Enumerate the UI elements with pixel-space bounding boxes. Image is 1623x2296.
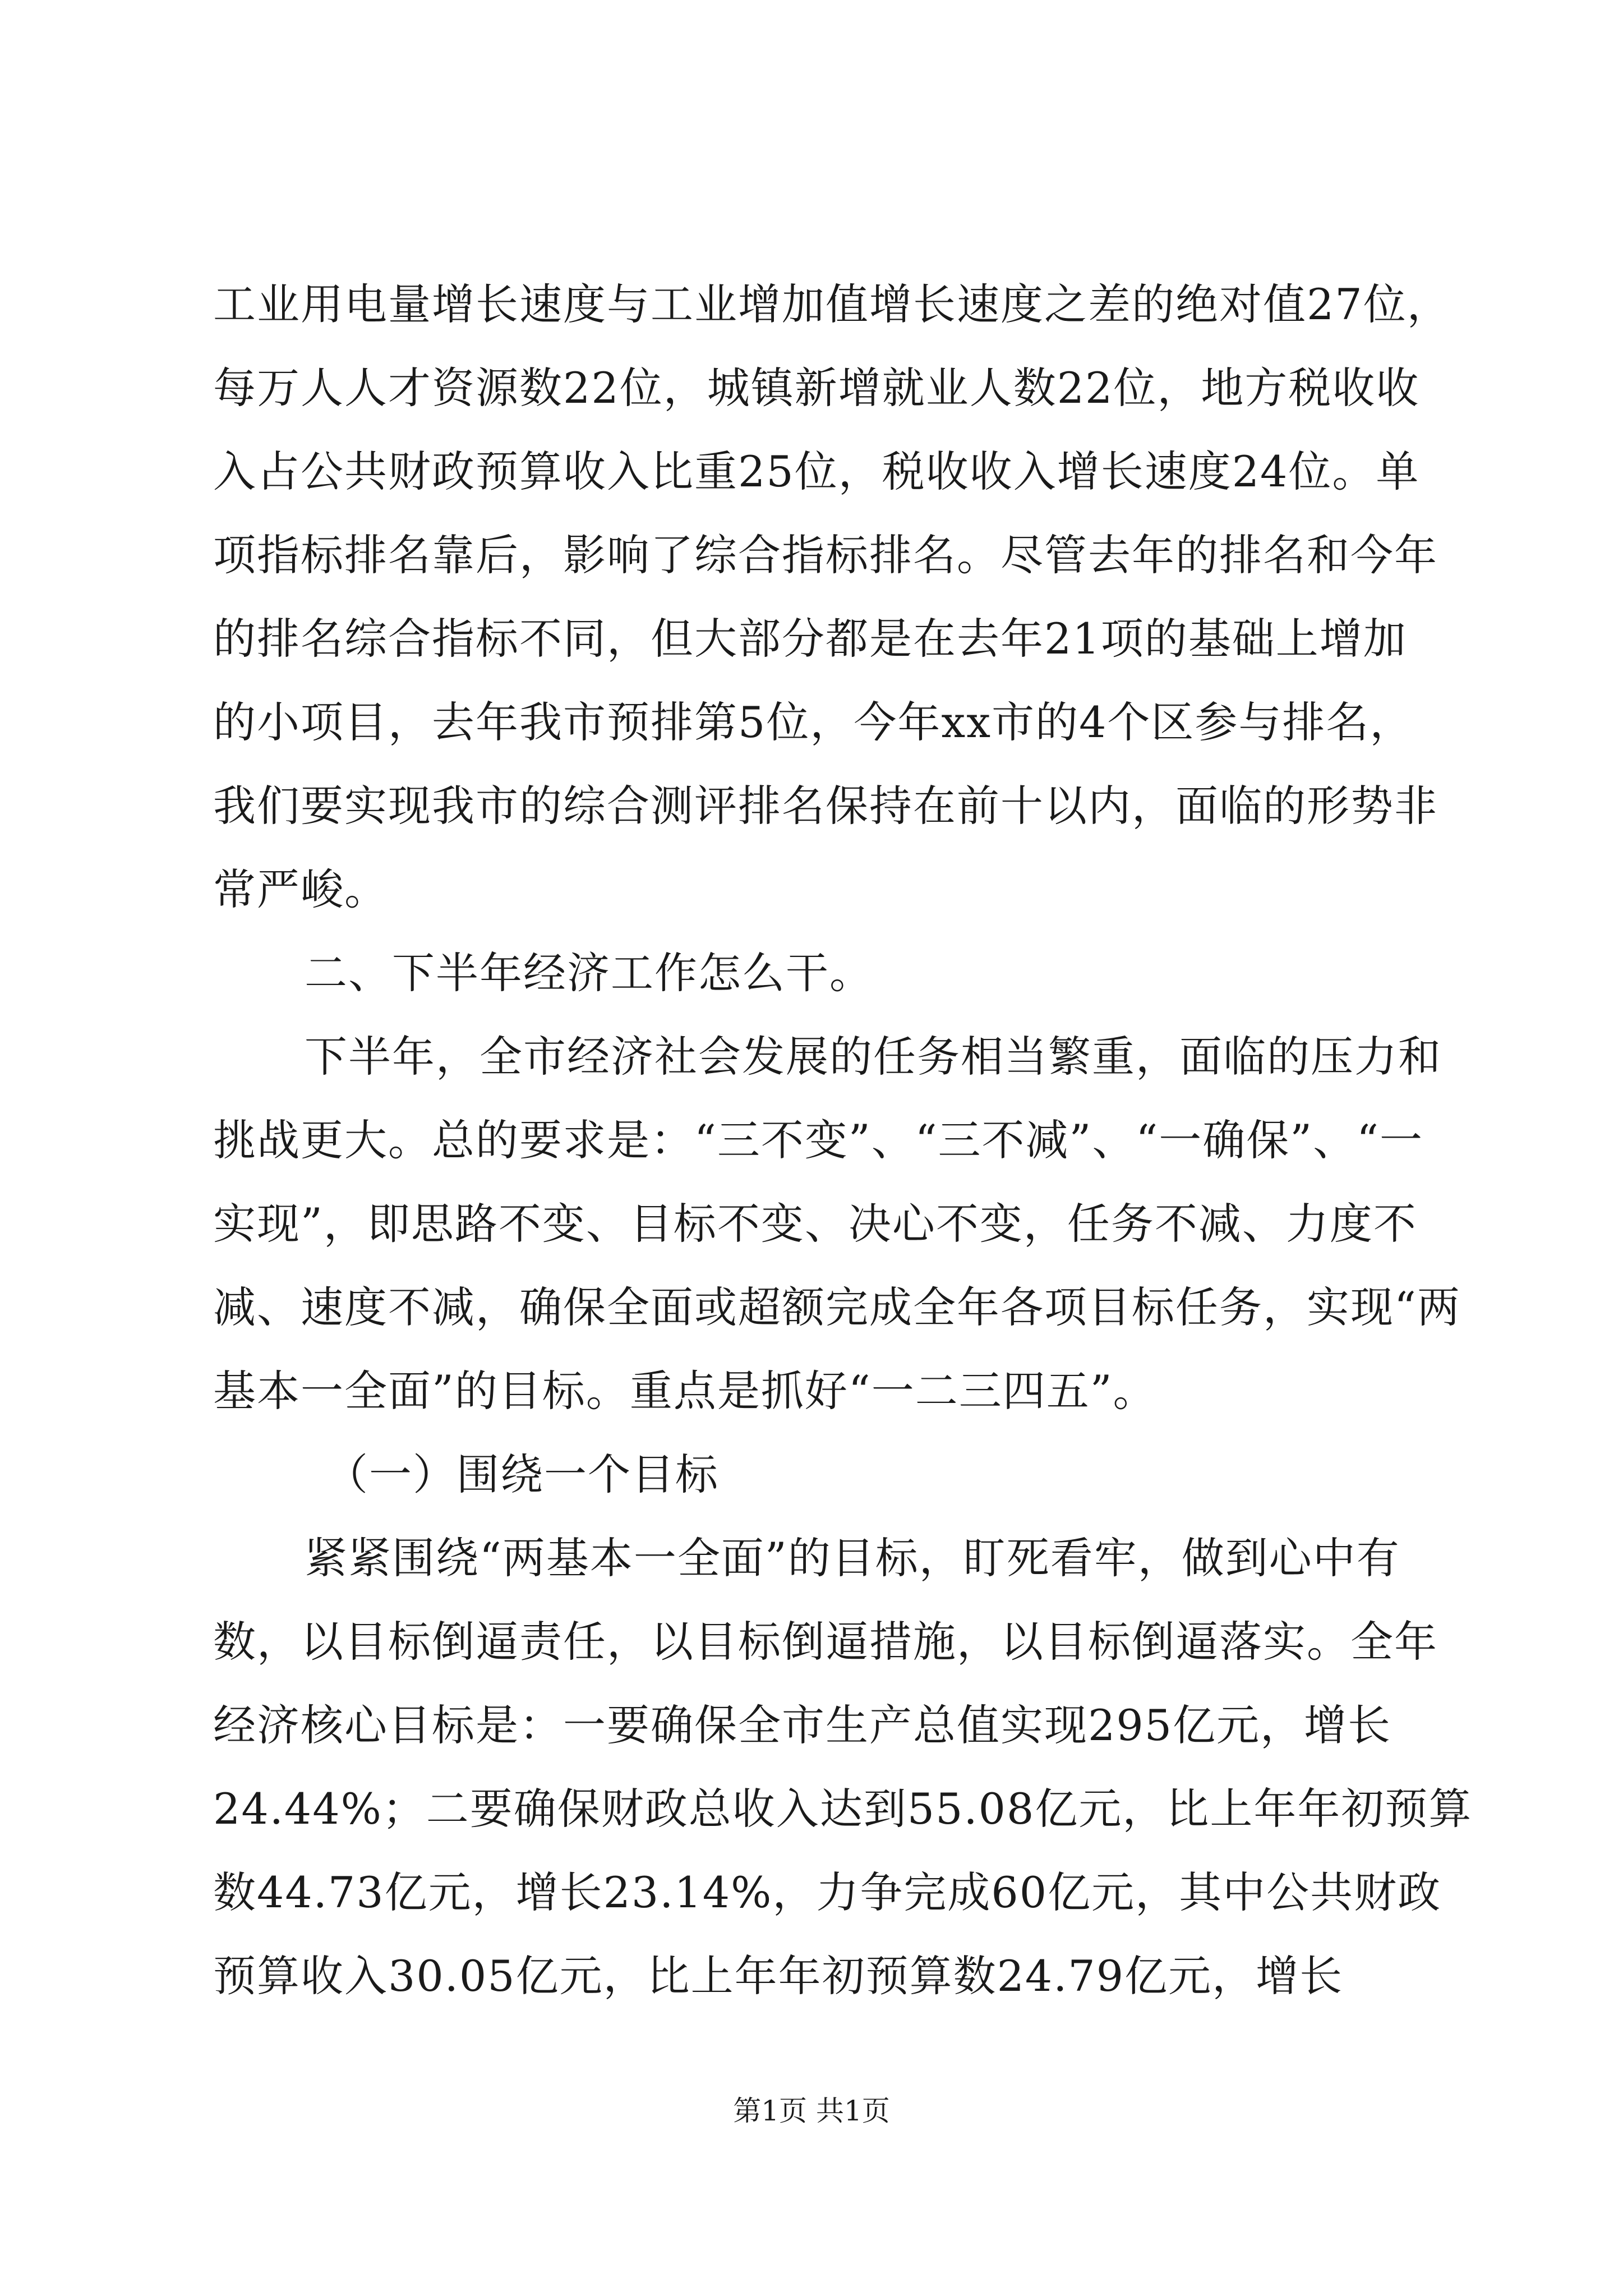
text-line: 数44.73亿元，增长23.14%，力争完成60亿元，其中公共财政 (213, 1867, 1442, 1917)
paragraph-start-line: 紧紧围绕“两基本一全面”的目标，盯死看牢，做到心中有 (305, 1533, 1400, 1583)
text-line: 入占公共财政预算收入比重25位，税收收入增长速度24位。单 (213, 447, 1420, 496)
text-line: 项指标排名靠后，影响了综合指标排名。尽管去年的排名和今年 (213, 530, 1438, 580)
text-line: 24.44%；二要确保财政总收入达到55.08亿元，比上年年初预算 (213, 1784, 1473, 1834)
section-heading: 二、下半年经济工作怎么干。 (305, 948, 873, 998)
text-line: 每万人人才资源数22位，城镇新增就业人数22位，地方税收收 (213, 363, 1420, 413)
subsection-heading: （一）围绕一个目标 (325, 1450, 719, 1499)
text-line: 常严峻。 (213, 864, 388, 914)
text-line: 基本一全面”的目标。重点是抓好“一二三四五”。 (213, 1366, 1157, 1416)
document-body (213, 263, 1473, 2018)
paragraph-start-line: 下半年，全市经济社会发展的任务相当繁重，面临的压力和 (305, 1032, 1442, 1082)
text-line: 经济核心目标是：一要确保全市生产总值实现295亿元，增长 (213, 1700, 1392, 1750)
page-number: 第1页 共1页 (733, 2095, 890, 2127)
text-line: 工业用电量增长速度与工业增加值增长速度之差的绝对值27位， (213, 279, 1451, 329)
text-line: 的排名综合指标不同，但大部分都是在去年21项的基础上增加 (213, 614, 1407, 664)
text-line: 数，以目标倒逼责任，以目标倒逼措施，以目标倒逼落实。全年 (213, 1617, 1438, 1667)
text-line: 的小项目，去年我市预排第5位，今年xx市的4个区参与排名， (213, 697, 1414, 747)
text-line: 预算收入30.05亿元，比上年年初预算数24.79亿元，增长 (213, 1951, 1344, 2001)
text-line: 挑战更大。总的要求是：“三不变”、“三不减”、“一确保”、“一 (213, 1115, 1423, 1165)
text-line: 我们要实现我市的综合测评排名保持在前十以内，面临的形势非 (213, 781, 1438, 831)
text-line: 减、速度不减，确保全面或超额完成全年各项目标任务，实现“两 (213, 1282, 1461, 1332)
page-footer (0, 2091, 1623, 2131)
text-line: 实现”，即思路不变、目标不变、决心不变，任务不减、力度不 (213, 1199, 1417, 1249)
